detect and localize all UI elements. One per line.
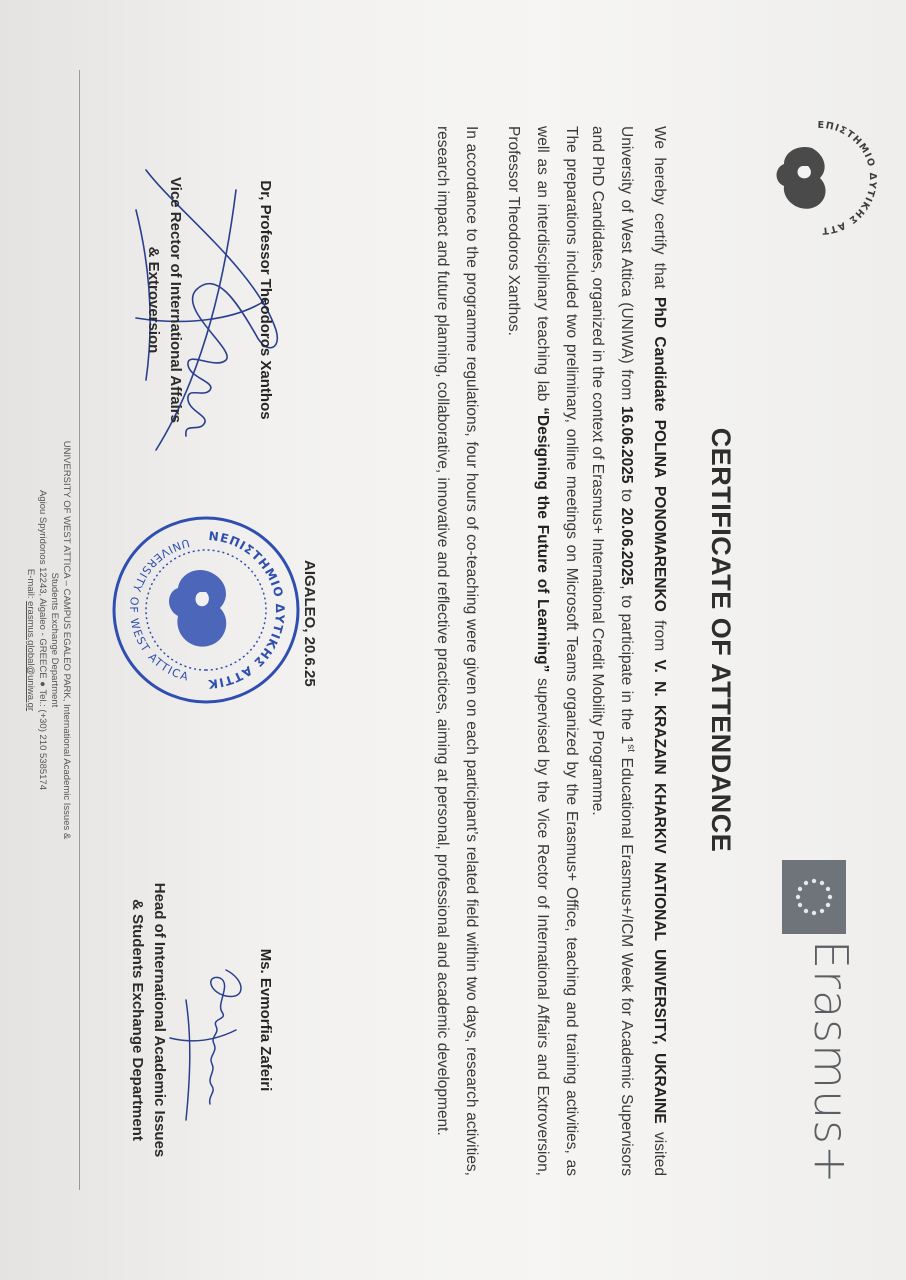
stamp-text-bottom: UNIVERSITY OF WEST ATTICA [126,536,191,684]
p1-text-5: , to participate in the 1 [617,585,635,745]
erasmus-brand-name: Erasmus+ [804,940,858,1185]
end-date: 20.06.2025 [617,507,635,586]
p1-text-6: Educational Erasmus+/ICM Week for Academic Supervisors and PhD Candidates, organized in the context of Erasmus+ International Credit Mobility Programme. [588,126,635,1177]
teaching-lab-title: “Designing the Future of Learning” [534,407,551,673]
handwritten-signature-right [166,960,256,1130]
footer-address-line-1: UNIVERSITY OF WEST ATTICA – CAMPUS EGALEO PARK, International Academic Issues & [61,440,72,840]
p1-text-1: We hereby certify that [651,126,668,298]
left-signatory-title-line-2: & Extroversion [145,246,162,354]
regulations-paragraph: In accordance to the programme regulations, four hours of co-teaching were given on each participant’s related field within two days, research activities, research impact and future planning, collaborative, innovative and reflective practices, aiming at personal, professional and academic development. [434,126,480,1176]
right-signatory-title-line-2: & Students Exchange Department [129,899,146,1141]
start-date: 16.06.2025 [617,405,635,484]
stamp-text-top: ΝΕΠΙΣΤΗΜΙΟ ΔΥΤΙΚΗΣ ΑΤΤΙΚ [206,528,288,692]
right-signatory-title: Head of International Academic Issues [151,882,168,1158]
footer-email-line [24,0,36,1280]
certificate-title: CERTIFICATE OF ATTENDANCE [706,427,736,853]
candidate-name: PhD Candidate POLINA PONOMARENKO [651,297,668,612]
left-signatory-name: Dr, Professor Theodoros Xanthos [257,180,274,420]
ordinal-suffix: st [625,744,636,753]
p1-text-2: from [651,611,668,660]
p2-text-1: The preparations included two preliminary, online meetings on Microsoft Teams organized by the Erasmus+ Office, teaching and training activities, as well as an interdisciplinary teaching lab [534,126,580,1176]
svg-text:ΠΑΝΕΠΙΣΤΗΜΙΟ ΔΥΤΙΚΗΣ ΑΤΤΙΚΗΣ [817,108,892,236]
eu-stars-flag-icon [782,860,846,934]
footer-email-label: E-mail: [25,568,36,602]
right-signatory-name: Ms. Evmorfia Zafeiri [257,948,274,1092]
university-stamp [106,510,306,710]
footer-email-link[interactable]: erasmus.global@uniwa.gr [25,601,36,712]
footer-address-line-2: Students Exchange Department [49,572,60,708]
logo-text: ΕΠΙΣΤΗΜΙΟ ΔΥΤΙΚΗΣ ΑΤΤ [817,119,879,237]
issue-place-date: AIGALEO, 20.6.25 [301,560,318,687]
certification-paragraph [583,126,674,1176]
preparations-paragraph [499,126,586,1176]
left-signatory-title: Vice Rector of International Affairs [167,177,184,423]
p2-text-2: supervised by the Vice Rector of International Affairs and Extroversion, Professor Theodoros Xanthos. [505,126,551,1176]
p1-text-3: visited University of West Attica (UNIWA) from [617,126,668,1176]
footer-contact-line: Agiou Spyridonos 12243, Aigaleo - GREECE ● Tel.: (+30) 210 5385174 [37,490,48,790]
footer-divider [79,70,80,1190]
p1-text-4: to [617,483,635,508]
home-university: V. N. KRAZAIN KHARKIV NATIONAL UNIVERSITY, UKRAINE [651,659,668,1124]
university-of-west-attica-logo-icon [752,108,892,248]
